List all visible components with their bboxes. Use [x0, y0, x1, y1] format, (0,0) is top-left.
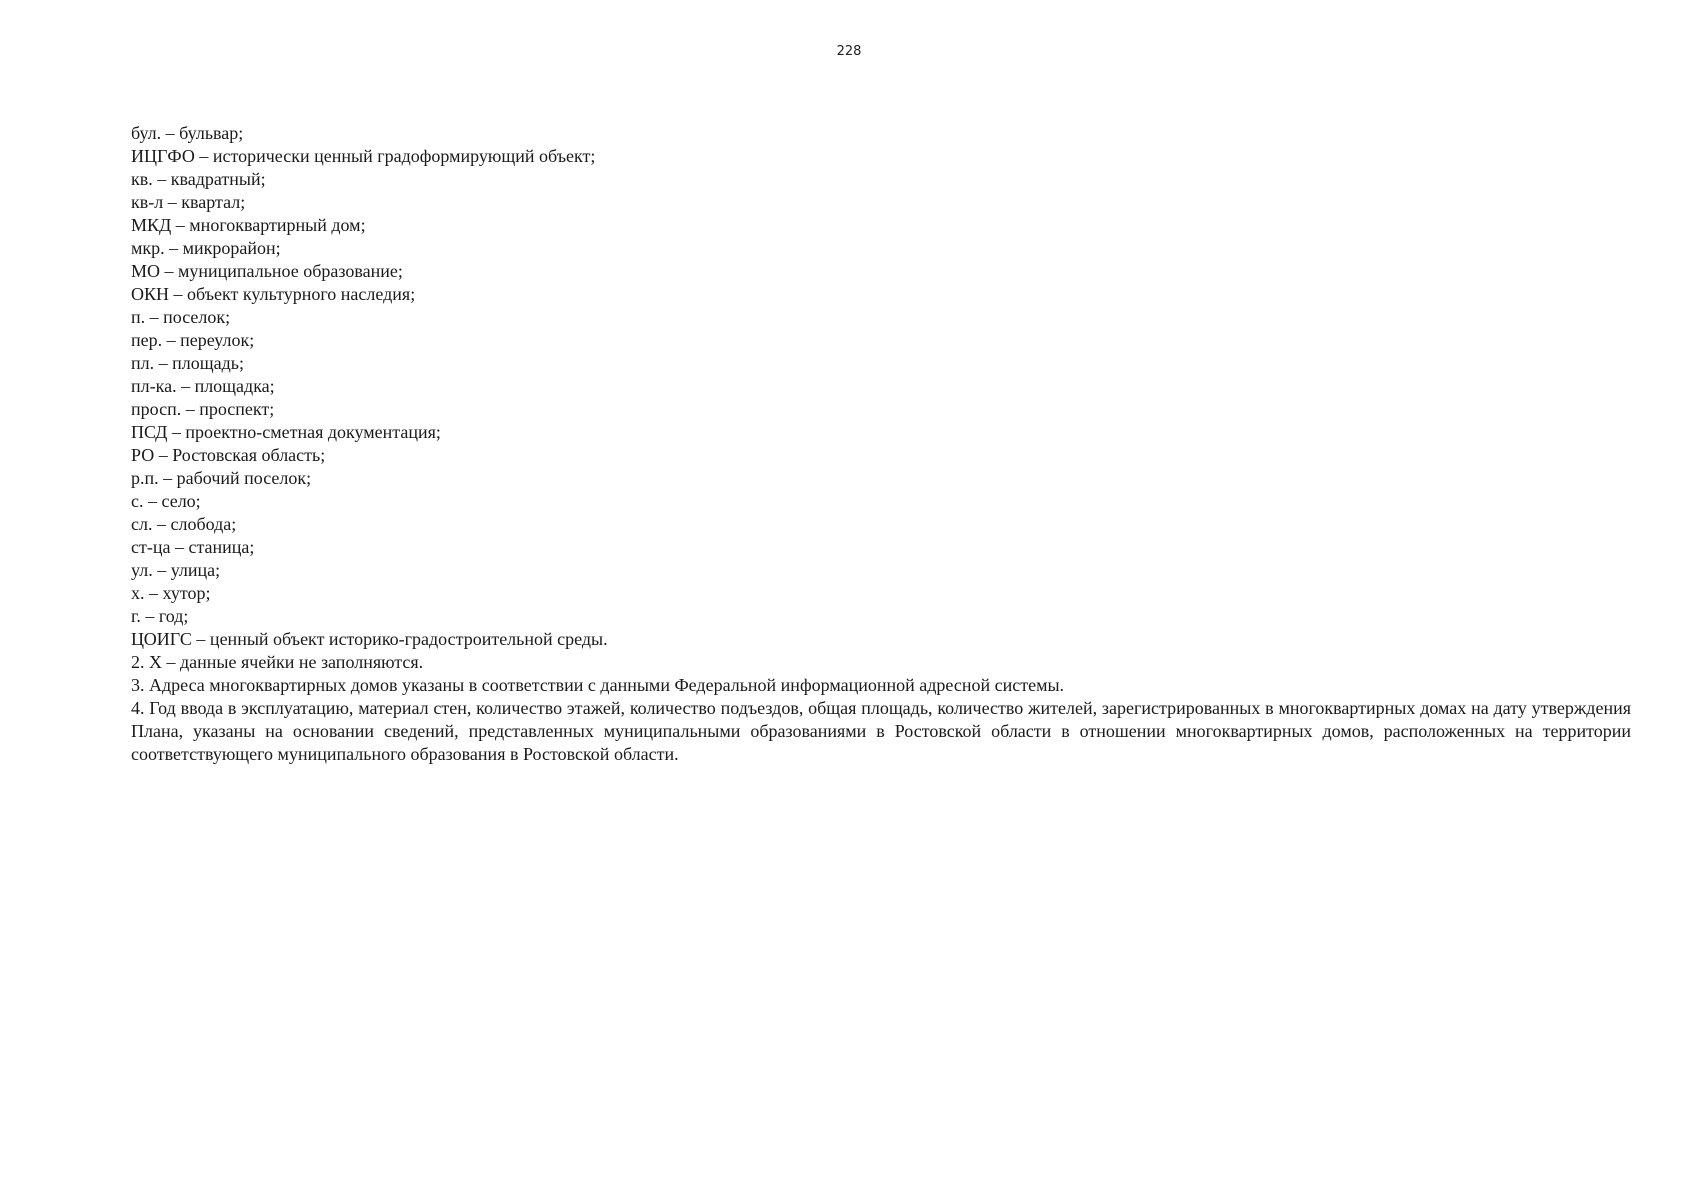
note-item: 4. Год ввода в эксплуатацию, материал стен, количество этажей, количество подъездов, общая площадь, количество жителей, зарегистрированных в многоквартирных домах на дату утверждения Плана, указаны на основании сведений, представленных муниципальными образованиями в Ростовской области в отношении многоквартирных домов, расположенных на территории соответствующего муниципального образования в Ростовской области. — [131, 698, 1631, 764]
abbreviation-item: х. – хутор; — [131, 583, 211, 603]
abbreviation-item: сл. – слобода; — [131, 514, 237, 534]
abbreviation-item: ПСД – проектно-сметная документация; — [131, 422, 441, 442]
abbreviation-item: МКД – многоквартирный дом; — [131, 215, 366, 235]
abbreviation-item: кв-л – квартал; — [131, 192, 246, 212]
abbreviation-item: бул. – бульвар; — [131, 123, 244, 143]
abbreviation-item: р.п. – рабочий поселок; — [131, 468, 312, 488]
note-item: 2. Х – данные ячейки не заполняются. — [131, 652, 424, 672]
page-number: 228 — [836, 44, 862, 59]
note-item: 3. Адреса многоквартирных домов указаны в соответствии с данными Федеральной информационной адресной системы. — [131, 675, 1065, 695]
abbreviation-item: п. – поселок; — [131, 307, 231, 327]
abbreviation-list — [131, 122, 1631, 651]
abbreviation-item: г. – год; — [131, 606, 189, 626]
abbreviation-item: РО – Ростовская область; — [131, 445, 326, 465]
abbreviation-item: ЦОИГС – ценный объект историко-градостроительной среды. — [131, 629, 608, 649]
abbreviation-item: пл-ка. – площадка; — [131, 376, 275, 396]
abbreviation-item: МО – муниципальное образование; — [131, 261, 403, 281]
abbreviation-item: ул. – улица; — [131, 560, 221, 580]
abbreviation-item: кв. – квадратный; — [131, 169, 266, 189]
abbreviation-item: просп. – проспект; — [131, 399, 275, 419]
abbreviation-item: ИЦГФО – исторически ценный градоформирующий объект; — [131, 146, 596, 166]
abbreviation-item: мкр. – микрорайон; — [131, 238, 281, 258]
abbreviation-item: пл. – площадь; — [131, 353, 244, 373]
document-body — [131, 122, 1631, 766]
notes-list — [131, 651, 1631, 766]
abbreviation-item: пер. – переулок; — [131, 330, 255, 350]
abbreviation-item: ОКН – объект культурного наследия; — [131, 284, 416, 304]
abbreviation-item: с. – село; — [131, 491, 201, 511]
abbreviation-item: ст-ца – станица; — [131, 537, 255, 557]
